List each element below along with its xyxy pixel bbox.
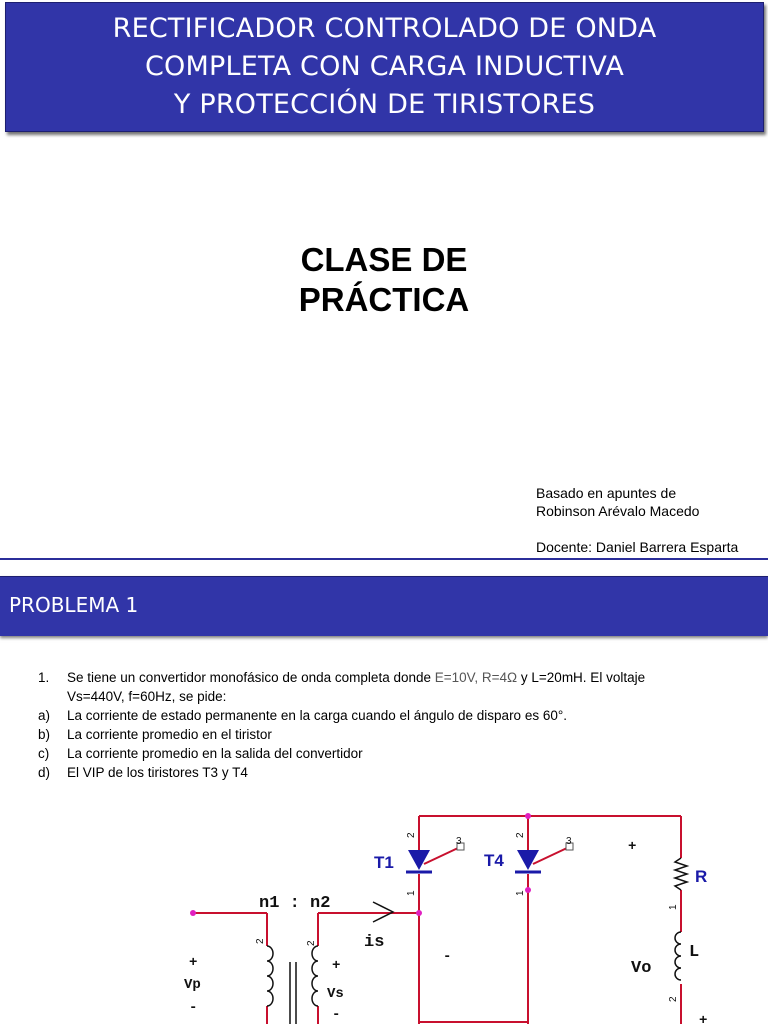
transformer bbox=[267, 946, 318, 1024]
credits-based-on-2: Robinson Arévalo Macedo bbox=[536, 503, 700, 519]
credits-teacher: Docente: Daniel Barrera Esparta bbox=[536, 539, 739, 555]
title-line-2: COMPLETA CON CARGA INDUCTIVA bbox=[144, 51, 624, 82]
vp-plus: + bbox=[189, 955, 198, 971]
t1-pin-2: 2 bbox=[406, 832, 417, 838]
label-turns: n1 : n2 bbox=[259, 894, 331, 913]
label-is: is bbox=[364, 933, 385, 952]
problem-item-marker: 1. bbox=[38, 670, 50, 685]
slide-title-box bbox=[5, 2, 764, 132]
vs-minus: - bbox=[332, 1007, 341, 1023]
label-l: L bbox=[689, 943, 700, 962]
thyristor-t4 bbox=[515, 843, 573, 872]
primary-pin-2: 2 bbox=[255, 938, 266, 944]
problem-item-marker: b) bbox=[38, 727, 51, 742]
title-line-1: RECTIFICADOR CONTROLADO DE ONDA bbox=[112, 13, 657, 44]
problem-text-line2: Vs=440V, f=60Hz, se pide: bbox=[67, 689, 227, 704]
r-pin-1: 1 bbox=[668, 904, 679, 910]
l-pin-2: 2 bbox=[668, 996, 679, 1002]
label-t4: T4 bbox=[484, 851, 504, 870]
problem-slide bbox=[0, 560, 768, 1024]
circuit-wires bbox=[193, 816, 681, 1024]
secondary-coil bbox=[312, 946, 318, 1006]
problem-item-marker: d) bbox=[38, 765, 51, 780]
problem-item-text: La corriente promedio en el tiristor bbox=[67, 727, 272, 742]
label-r: R bbox=[695, 867, 708, 886]
thyristor-t1 bbox=[406, 843, 464, 872]
vo-plus: + bbox=[628, 839, 637, 855]
problem-item-a bbox=[38, 706, 758, 725]
problem-item-marker: c) bbox=[38, 746, 50, 761]
top-node bbox=[525, 813, 531, 819]
t4-diode-triangle bbox=[517, 850, 539, 870]
title-line-3: Y PROTECCIÓN DE TIRISTORES bbox=[173, 89, 596, 120]
center-mark: - bbox=[443, 949, 452, 965]
problem-item-text: El VIP de los tiristores T3 y T4 bbox=[67, 765, 248, 780]
credits-based-on-1: Basado en apuntes de bbox=[536, 485, 677, 501]
label-vs: Vs bbox=[327, 986, 344, 1002]
problem-item-text: La corriente de estado permanente en la carga cuando el ángulo de disparo es 60°. bbox=[67, 708, 567, 723]
problem-item-b bbox=[38, 725, 758, 744]
label-t1: T1 bbox=[374, 853, 394, 872]
vs-plus: + bbox=[332, 958, 341, 974]
inductor-l bbox=[675, 932, 681, 980]
t4-pin-2: 2 bbox=[515, 832, 526, 838]
t4-pin-3: 3 bbox=[566, 836, 572, 847]
problem-item-1 bbox=[38, 668, 758, 706]
t4-pin-1: 1 bbox=[515, 890, 526, 896]
t1-junction-node bbox=[416, 910, 422, 916]
problem-text-c: y L=20mH. El voltaje bbox=[517, 670, 646, 685]
vo-bottom-plus: + bbox=[699, 1013, 708, 1024]
secondary-pin-2: 2 bbox=[306, 940, 317, 946]
problem-text-values: E=10V, R=4Ω bbox=[434, 670, 518, 685]
problem-header-label: PROBLEMA 1 bbox=[9, 593, 139, 617]
primary-coil bbox=[267, 946, 273, 1006]
problem-item-c bbox=[38, 744, 758, 763]
subtitle-line-2: PRÁCTICA bbox=[298, 281, 470, 318]
credits-block bbox=[536, 484, 738, 556]
problem-text-a: Se tiene un convertidor monofásico de onda completa donde bbox=[67, 670, 435, 685]
label-vp: Vp bbox=[184, 977, 201, 993]
t1-pin-3: 3 bbox=[456, 836, 462, 847]
resistor-r bbox=[675, 858, 687, 890]
t1-pin-1: 1 bbox=[406, 890, 417, 896]
t1-diode-triangle bbox=[408, 850, 430, 870]
label-vo: Vo bbox=[631, 959, 652, 978]
circuit-nodes bbox=[190, 813, 531, 916]
problem-item-d bbox=[38, 763, 758, 782]
subtitle-line-1: CLASE DE bbox=[300, 241, 468, 278]
problem-item-text bbox=[67, 668, 758, 706]
primary-node bbox=[190, 910, 196, 916]
vp-minus: - bbox=[189, 1000, 198, 1016]
problem-item-marker: a) bbox=[38, 708, 51, 723]
slide-subtitle bbox=[0, 240, 768, 320]
problem-item-text: La corriente promedio en la salida del convertidor bbox=[67, 746, 363, 761]
problem-statement bbox=[38, 668, 758, 782]
problem-header bbox=[0, 576, 768, 636]
rectifier-circuit bbox=[0, 788, 768, 1024]
